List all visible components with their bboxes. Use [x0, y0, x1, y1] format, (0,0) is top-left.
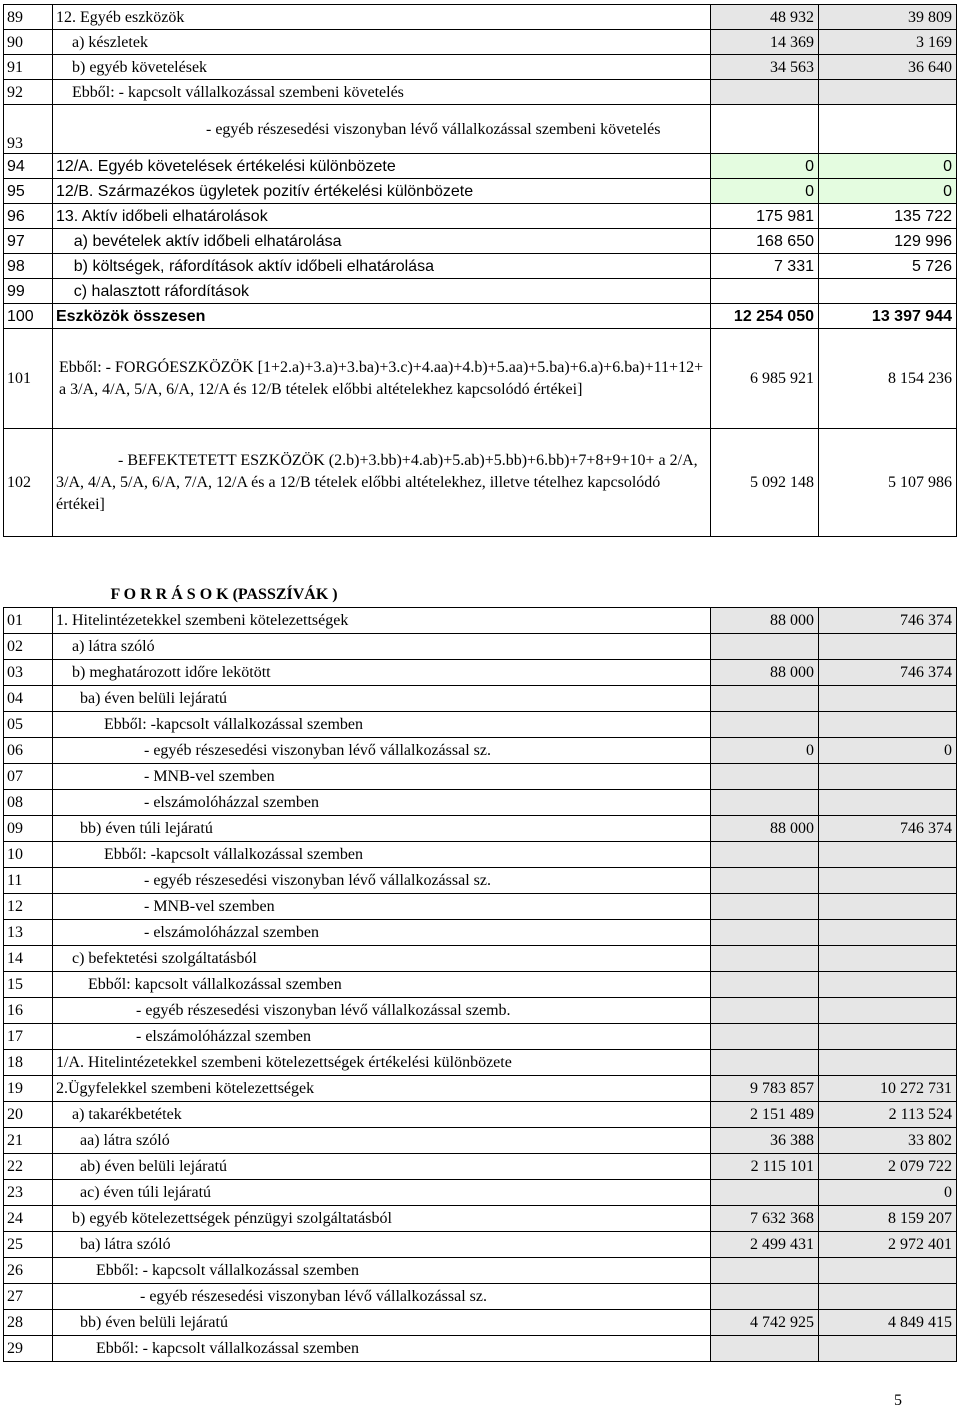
table-row — [4, 80, 957, 105]
value-current — [711, 842, 819, 868]
row-description: - elszámolóházzal szemben — [53, 1024, 711, 1050]
row-description: 12/A. Egyéb követelések értékelési különbözete — [53, 154, 711, 179]
row-description: a) bevételek aktív időbeli elhatárolása — [53, 229, 711, 254]
value-current: 48 932 — [711, 5, 819, 30]
table-row — [4, 279, 957, 304]
value-current: 34 563 — [711, 55, 819, 80]
row-number: 99 — [4, 279, 53, 304]
row-number: 90 — [4, 30, 53, 55]
value-current — [711, 279, 819, 304]
value-previous: 2 079 722 — [819, 1154, 957, 1180]
row-number: 03 — [4, 660, 53, 686]
value-previous: 129 996 — [819, 229, 957, 254]
row-number: 15 — [4, 972, 53, 998]
row-description: b) meghatározott időre lekötött — [53, 660, 711, 686]
value-previous: 2 972 401 — [819, 1232, 957, 1258]
row-number: 14 — [4, 946, 53, 972]
value-current: 9 783 857 — [711, 1076, 819, 1102]
value-current: 175 981 — [711, 204, 819, 229]
row-description: ab) éven belüli lejáratú — [53, 1154, 711, 1180]
row-description: - egyéb részesedési viszonyban lévő vállalkozással sz. — [53, 738, 711, 764]
row-number: 18 — [4, 1050, 53, 1076]
table-row — [4, 868, 957, 894]
value-previous: 8 154 236 — [819, 329, 957, 429]
row-number: 25 — [4, 1232, 53, 1258]
table-row — [4, 1128, 957, 1154]
row-description: b) egyéb követelések — [53, 55, 711, 80]
row-description: 13. Aktív időbeli elhatárolások — [53, 204, 711, 229]
row-number: 12 — [4, 894, 53, 920]
value-previous: 10 272 731 — [819, 1076, 957, 1102]
value-current: 0 — [711, 179, 819, 204]
row-description: Ebből: - kapcsolt vállalkozással szemben — [53, 1336, 711, 1362]
value-previous: 135 722 — [819, 204, 957, 229]
row-number: 101 — [4, 329, 53, 429]
table-row — [4, 154, 957, 179]
value-previous — [819, 712, 957, 738]
value-previous: 2 113 524 — [819, 1102, 957, 1128]
row-description: 2.Ügyfelekkel szembeni kötelezettségek — [53, 1076, 711, 1102]
spacer-cell — [819, 582, 957, 608]
row-description: 12/B. Származékos ügyletek pozitív értékelési különbözete — [53, 179, 711, 204]
row-description: Ebből: kapcsolt vállalkozással szemben — [53, 972, 711, 998]
value-current: 2 499 431 — [711, 1232, 819, 1258]
value-previous: 8 159 207 — [819, 1206, 957, 1232]
table-row — [4, 105, 957, 154]
row-description: bb) éven túli lejáratú — [53, 816, 711, 842]
table-row — [4, 179, 957, 204]
table-row — [4, 946, 957, 972]
row-number: 05 — [4, 712, 53, 738]
value-previous — [819, 1258, 957, 1284]
value-previous — [819, 868, 957, 894]
table-row — [4, 1180, 957, 1206]
value-current — [711, 634, 819, 660]
value-previous — [819, 105, 957, 154]
value-current — [711, 712, 819, 738]
value-previous — [819, 1024, 957, 1050]
table-row — [4, 608, 957, 634]
table-row — [4, 1050, 957, 1076]
value-current — [711, 764, 819, 790]
value-previous — [819, 894, 957, 920]
value-current — [711, 1024, 819, 1050]
row-number: 89 — [4, 5, 53, 30]
row-description: Ebből: - kapcsolt vállalkozással szemben — [53, 1258, 711, 1284]
row-description: 1. Hitelintézetekkel szembeni kötelezettségek — [53, 608, 711, 634]
table-row — [4, 790, 957, 816]
row-description: ba) látra szóló — [53, 1232, 711, 1258]
value-current: 5 092 148 — [711, 429, 819, 537]
row-number: 23 — [4, 1180, 53, 1206]
table-row — [4, 660, 957, 686]
row-number: 98 — [4, 254, 53, 279]
row-description: 1/A. Hitelintézetekkel szembeni kötelezettségek értékelési különbözete — [53, 1050, 711, 1076]
table-row — [4, 304, 957, 329]
value-current — [711, 1284, 819, 1310]
table-row — [4, 229, 957, 254]
row-number: 96 — [4, 204, 53, 229]
value-current — [711, 686, 819, 712]
table-row — [4, 894, 957, 920]
value-current — [711, 920, 819, 946]
row-number: 27 — [4, 1284, 53, 1310]
value-previous: 33 802 — [819, 1128, 957, 1154]
row-description: - egyéb részesedési viszonyban lévő vállalkozással sz. — [53, 868, 711, 894]
row-description: a) látra szóló — [53, 634, 711, 660]
table-row — [4, 1310, 957, 1336]
value-previous: 5 726 — [819, 254, 957, 279]
row-number: 19 — [4, 1076, 53, 1102]
row-description: Ebből: - FORGÓESZKÖZÖK [1+2.a)+3.a)+3.ba)+3.c)+4.aa)+4.b)+5.aa)+5.ba)+6.a)+6.ba)+11+12+ a 3/A, 4/A, 5/A, 6/A, 12/A és 12/B tételek előbbi altételekhez kapcsolódó értékei] — [53, 329, 711, 429]
value-current — [711, 1336, 819, 1362]
assets-table — [3, 4, 957, 537]
row-number: 16 — [4, 998, 53, 1024]
row-description: aa) látra szóló — [53, 1128, 711, 1154]
table-row — [4, 686, 957, 712]
row-number: 102 — [4, 429, 53, 537]
table-row — [4, 329, 957, 429]
value-current: 7 331 — [711, 254, 819, 279]
value-previous: 13 397 944 — [819, 304, 957, 329]
row-description: - elszámolóházzal szemben — [53, 920, 711, 946]
value-current: 2 115 101 — [711, 1154, 819, 1180]
value-current: 36 388 — [711, 1128, 819, 1154]
row-description: - BEFEKTETETT ESZKÖZÖK (2.b)+3.bb)+4.ab)+5.ab)+5.bb)+6.bb)+7+8+9+10+ a 2/A, 3/A, 4/A, 5/A, 6/A, 7/A, 12/A és a 12/B tételek előbbi altételekhez, illetve tételhez kapcsolódó értékei] — [53, 429, 711, 537]
section-heading: F O R R Á S O K (PASSZÍVÁK ) — [110, 586, 338, 603]
value-current — [711, 998, 819, 1024]
row-description: - elszámolóházzal szemben — [53, 790, 711, 816]
table-row — [4, 1206, 957, 1232]
table-row — [4, 1102, 957, 1128]
row-number: 11 — [4, 868, 53, 894]
table-row — [4, 1336, 957, 1362]
row-description: a) takarékbetétek — [53, 1102, 711, 1128]
row-description: ba) éven belüli lejáratú — [53, 686, 711, 712]
row-number: 91 — [4, 55, 53, 80]
row-number: 94 — [4, 154, 53, 179]
spacer-cell — [4, 582, 53, 608]
value-current — [711, 868, 819, 894]
value-current: 4 742 925 — [711, 1310, 819, 1336]
value-previous: 4 849 415 — [819, 1310, 957, 1336]
value-previous — [819, 764, 957, 790]
value-current — [711, 972, 819, 998]
value-previous: 746 374 — [819, 608, 957, 634]
table-row — [4, 764, 957, 790]
value-current — [711, 1050, 819, 1076]
row-description: Ebből: -kapcsolt vállalkozással szemben — [53, 712, 711, 738]
row-description: - MNB-vel szemben — [53, 894, 711, 920]
row-number: 13 — [4, 920, 53, 946]
row-number: 29 — [4, 1336, 53, 1362]
table-row — [4, 1024, 957, 1050]
table-row — [4, 920, 957, 946]
row-description: - MNB-vel szemben — [53, 764, 711, 790]
row-description: Ebből: -kapcsolt vállalkozással szemben — [53, 842, 711, 868]
value-previous — [819, 998, 957, 1024]
value-previous — [819, 279, 957, 304]
value-previous: 0 — [819, 738, 957, 764]
table-row — [4, 816, 957, 842]
value-previous: 5 107 986 — [819, 429, 957, 537]
table-row — [4, 30, 957, 55]
value-previous: 3 169 — [819, 30, 957, 55]
table-row — [4, 254, 957, 279]
value-current — [711, 1258, 819, 1284]
value-current: 88 000 — [711, 816, 819, 842]
row-number: 07 — [4, 764, 53, 790]
value-previous: 746 374 — [819, 660, 957, 686]
value-current — [711, 790, 819, 816]
row-number: 06 — [4, 738, 53, 764]
row-number: 22 — [4, 1154, 53, 1180]
row-description: - egyéb részesedési viszonyban lévő vállalkozással szemb. — [53, 998, 711, 1024]
table-row — [4, 1284, 957, 1310]
row-number: 09 — [4, 816, 53, 842]
value-previous: 39 809 — [819, 5, 957, 30]
value-current — [711, 894, 819, 920]
value-previous — [819, 80, 957, 105]
row-description: 12. Egyéb eszközök — [53, 5, 711, 30]
row-number: 100 — [4, 304, 53, 329]
table-row — [4, 5, 957, 30]
value-current — [711, 80, 819, 105]
page-number: 5 — [894, 1392, 902, 1409]
value-previous — [819, 1050, 957, 1076]
table-row — [4, 1154, 957, 1180]
value-previous: 0 — [819, 1180, 957, 1206]
value-previous: 36 640 — [819, 55, 957, 80]
value-previous — [819, 634, 957, 660]
value-current: 0 — [711, 154, 819, 179]
value-current: 0 — [711, 738, 819, 764]
row-number: 93 — [4, 105, 53, 154]
table-row — [4, 998, 957, 1024]
value-previous: 0 — [819, 179, 957, 204]
table-row — [4, 204, 957, 229]
value-previous: 0 — [819, 154, 957, 179]
table-row — [4, 972, 957, 998]
value-current: 12 254 050 — [711, 304, 819, 329]
row-number: 02 — [4, 634, 53, 660]
value-current: 14 369 — [711, 30, 819, 55]
table-row — [4, 738, 957, 764]
value-previous: 746 374 — [819, 816, 957, 842]
table-row — [4, 842, 957, 868]
row-description: Eszközök összesen — [53, 304, 711, 329]
value-current: 2 151 489 — [711, 1102, 819, 1128]
value-current: 168 650 — [711, 229, 819, 254]
table-row — [4, 1076, 957, 1102]
section-heading-row — [4, 582, 957, 608]
row-description: b) egyéb kötelezettségek pénzügyi szolgáltatásból — [53, 1206, 711, 1232]
value-previous — [819, 1284, 957, 1310]
table-row — [4, 1258, 957, 1284]
row-number: 04 — [4, 686, 53, 712]
table-row — [4, 1232, 957, 1258]
row-description: - egyéb részesedési viszonyban lévő vállalkozással sz. — [53, 1284, 711, 1310]
table-row — [4, 712, 957, 738]
row-description: c) befektetési szolgáltatásból — [53, 946, 711, 972]
row-number: 20 — [4, 1102, 53, 1128]
row-number: 21 — [4, 1128, 53, 1154]
value-current: 7 632 368 — [711, 1206, 819, 1232]
row-number: 92 — [4, 80, 53, 105]
row-description: b) költségek, ráfordítások aktív időbeli elhatárolása — [53, 254, 711, 279]
row-number: 28 — [4, 1310, 53, 1336]
value-current: 6 985 921 — [711, 329, 819, 429]
value-current — [711, 1180, 819, 1206]
row-number: 95 — [4, 179, 53, 204]
row-description: bb) éven belüli lejáratú — [53, 1310, 711, 1336]
liabilities-table — [3, 582, 957, 1362]
row-number: 24 — [4, 1206, 53, 1232]
row-number: 08 — [4, 790, 53, 816]
value-previous — [819, 1336, 957, 1362]
row-description: - egyéb részesedési viszonyban lévő vállalkozással szembeni követelés — [53, 105, 711, 154]
row-number: 10 — [4, 842, 53, 868]
value-current: 88 000 — [711, 608, 819, 634]
value-current — [711, 105, 819, 154]
row-number: 26 — [4, 1258, 53, 1284]
row-description: Ebből: - kapcsolt vállalkozással szembeni követelés — [53, 80, 711, 105]
table-row — [4, 429, 957, 537]
value-previous — [819, 686, 957, 712]
value-current: 88 000 — [711, 660, 819, 686]
row-description: c) halasztott ráfordítások — [53, 279, 711, 304]
row-number: 01 — [4, 608, 53, 634]
value-previous — [819, 790, 957, 816]
value-previous — [819, 972, 957, 998]
table-row — [4, 55, 957, 80]
value-previous — [819, 946, 957, 972]
value-previous — [819, 920, 957, 946]
value-current — [711, 946, 819, 972]
row-description: a) készletek — [53, 30, 711, 55]
table-row — [4, 634, 957, 660]
spacer-cell — [711, 582, 819, 608]
row-number: 17 — [4, 1024, 53, 1050]
value-previous — [819, 842, 957, 868]
row-number: 97 — [4, 229, 53, 254]
row-description: ac) éven túli lejáratú — [53, 1180, 711, 1206]
